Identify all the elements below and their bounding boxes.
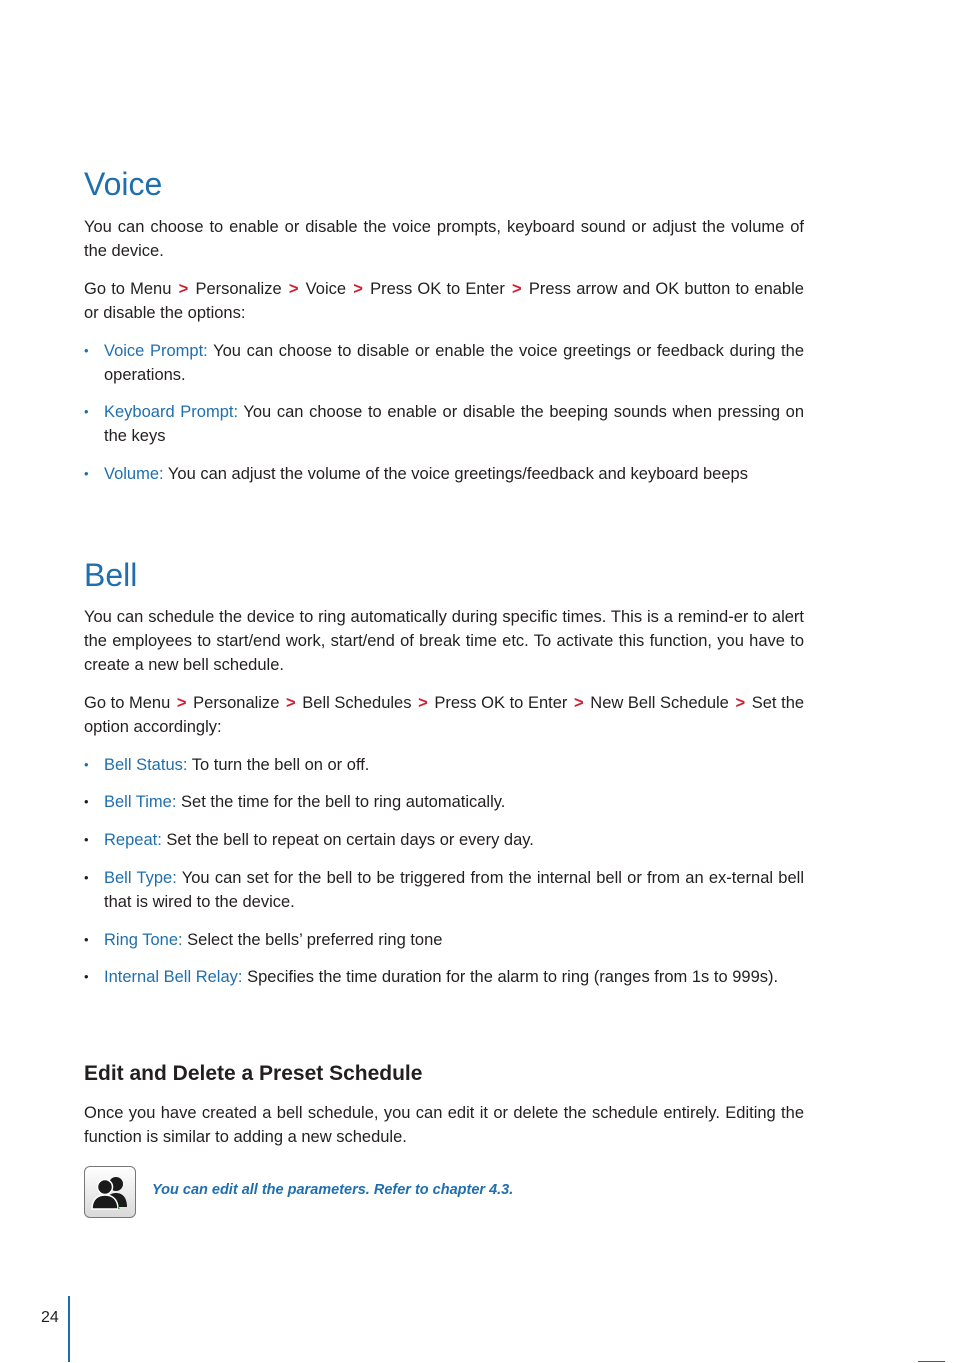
bullet-icon: • xyxy=(84,969,89,984)
list-item-text: You can choose to enable or disable the beeping sounds when pressing on the keys xyxy=(104,403,804,445)
nav-step: Press OK to Enter xyxy=(434,694,568,712)
nav-separator: > xyxy=(286,694,296,712)
list-item-term: Volume: xyxy=(104,465,164,483)
list-item xyxy=(84,928,804,952)
voice-nav-path xyxy=(84,277,804,325)
edit-heading: Edit and Delete a Preset Schedule xyxy=(84,1062,423,1085)
list-item-text: Set the bell to repeat on certain days or every day. xyxy=(161,831,534,849)
nav-step: Go to Menu xyxy=(84,280,172,298)
nav-step: New Bell Schedule xyxy=(590,694,729,712)
page-number-divider xyxy=(68,1296,70,1362)
edit-intro: Once you have created a bell schedule, you can edit it or delete the schedule entirely. Editing the function is similar to adding a new schedule. xyxy=(84,1104,804,1146)
bell-intro: You can schedule the device to ring automatically during specific times. This is a remind-er to alert the employees to start/end work, start/end of break time etc. To activate this function, you have to create a new bell schedule. xyxy=(84,608,804,674)
nav-step: Press OK to Enter xyxy=(370,280,505,298)
nav-separator: > xyxy=(735,694,746,712)
nav-step: Go to Menu xyxy=(84,694,171,712)
list-item-text: Specifies the time duration for the alarm to ring (ranges from 1s to 999s). xyxy=(242,968,779,986)
list-item-term: Keyboard Prompt: xyxy=(104,403,239,421)
list-item xyxy=(84,339,804,387)
bullet-icon: • xyxy=(84,757,89,772)
list-item-term: Bell Status: xyxy=(104,756,188,774)
list-item xyxy=(84,828,804,852)
nav-separator: > xyxy=(288,280,299,298)
list-item xyxy=(84,965,804,989)
bullet-icon: • xyxy=(84,466,89,481)
users-icon-graphic xyxy=(85,1167,135,1217)
list-item-term: Bell Time: xyxy=(104,793,177,811)
nav-separator: > xyxy=(418,694,428,712)
nav-step: Voice xyxy=(305,280,347,298)
nav-separator: > xyxy=(574,694,584,712)
bullet-icon: • xyxy=(84,794,89,809)
note-text: You can edit all the parameters. Refer to chapter 4.3. xyxy=(152,1182,514,1198)
nav-step: Personalize xyxy=(193,694,280,712)
page-number: 24 xyxy=(41,1309,59,1326)
bullet-icon: • xyxy=(84,870,89,885)
voice-intro: You can choose to enable or disable the voice prompts, keyboard sound or adjust the volume of the device. xyxy=(84,218,804,260)
list-item-term: Ring Tone: xyxy=(104,931,183,949)
list-item xyxy=(84,753,804,777)
list-item xyxy=(84,790,804,814)
list-item xyxy=(84,462,804,486)
bell-nav-path xyxy=(84,691,804,739)
users-icon xyxy=(84,1166,136,1218)
list-item-text: You can choose to disable or enable the voice greetings or feedback during the operations. xyxy=(104,342,804,384)
list-item-text: Select the bells’ preferred ring tone xyxy=(182,931,443,949)
bell-heading: Bell xyxy=(84,557,138,593)
bullet-icon: • xyxy=(84,343,89,358)
nav-separator: > xyxy=(512,280,522,298)
voice-heading: Voice xyxy=(84,166,163,202)
corner-divider xyxy=(918,1361,945,1362)
list-item-text: You can set for the bell to be triggered from the internal bell or from an ex-ternal bell that is wired to the device. xyxy=(104,869,804,911)
nav-step: Bell Schedules xyxy=(302,694,412,712)
list-item-text: To turn the bell on or off. xyxy=(187,756,370,774)
bullet-icon: • xyxy=(84,404,89,419)
list-item-term: Internal Bell Relay: xyxy=(104,968,243,986)
bullet-icon: • xyxy=(84,832,89,847)
list-item xyxy=(84,400,804,448)
bullet-icon: • xyxy=(84,932,89,947)
list-item xyxy=(84,866,804,914)
list-item-term: Bell Type: xyxy=(104,869,177,887)
nav-separator: > xyxy=(178,280,189,298)
list-item-text: Set the time for the bell to ring automatically. xyxy=(176,793,506,811)
nav-separator: > xyxy=(176,694,187,712)
nav-step: Personalize xyxy=(195,280,282,298)
list-item-text: You can adjust the volume of the voice greetings/feedback and keyboard beeps xyxy=(163,465,748,483)
nav-step: Set the option accordingly: xyxy=(84,694,805,736)
list-item-term: Repeat: xyxy=(104,831,162,849)
list-item-term: Voice Prompt: xyxy=(104,342,208,360)
nav-separator: > xyxy=(353,280,363,298)
nav-step: Press arrow and OK button to enable or disable the options: xyxy=(84,280,804,322)
